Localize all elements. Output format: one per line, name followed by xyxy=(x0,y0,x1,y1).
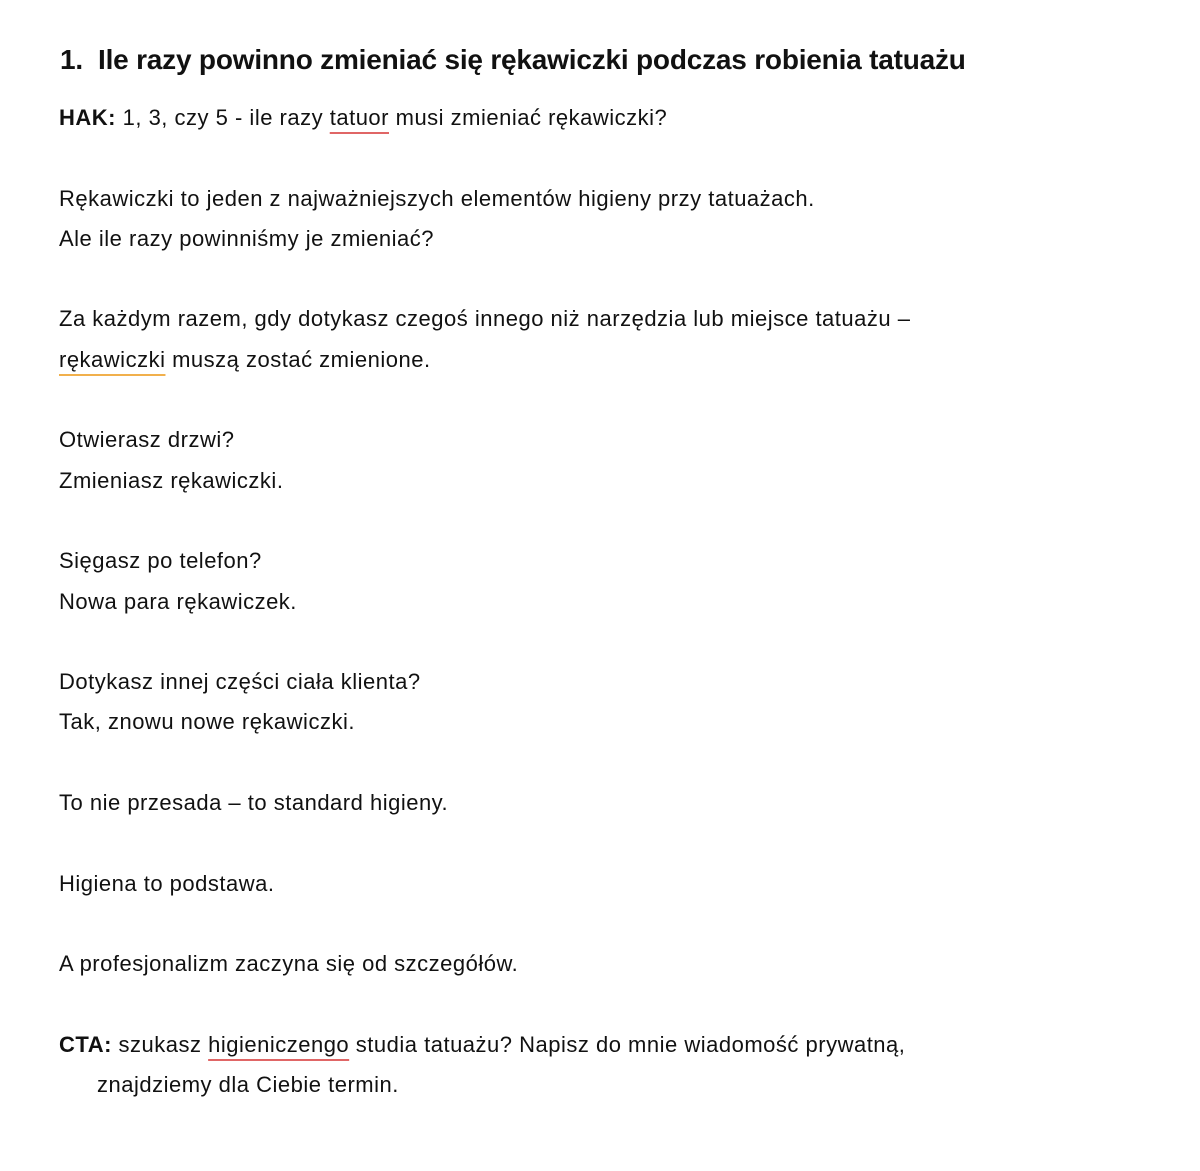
paragraph-line: A profesjonalizm zaczyna się od szczegółów. xyxy=(59,951,519,977)
paragraph-line: Rękawiczki to jeden z najważniejszych elementów higieny przy tatuażach. xyxy=(59,185,815,211)
cta-line-continued: znajdziemy dla Ciebie termin. xyxy=(97,1072,399,1098)
blank-line xyxy=(59,743,1159,783)
text: 1, 3, czy 5 - ile razy xyxy=(116,105,330,130)
blank-line xyxy=(59,904,1159,944)
spellcheck-flagged-word[interactable]: higieniczengo xyxy=(208,1031,350,1057)
paragraph-line: Zmieniasz rękawiczki. xyxy=(59,467,284,493)
heading-text: Ile razy powinno zmieniać się rękawiczki podczas robienia tatuażu xyxy=(98,44,966,75)
paragraph-line: Higiena to podstawa. xyxy=(59,870,275,896)
blank-line xyxy=(59,985,1159,1025)
document-body[interactable] xyxy=(59,98,1159,1105)
hook-line xyxy=(59,98,1159,138)
heading-number: 1. xyxy=(60,44,83,75)
spellcheck-flagged-word[interactable]: tatuor xyxy=(329,105,389,130)
blank-line xyxy=(59,259,1159,299)
paragraph-line: Sięgasz po telefon? xyxy=(59,548,262,574)
cta-line xyxy=(59,1025,1159,1065)
paragraph-line: Ale ile razy powinniśmy je zmieniać? xyxy=(59,225,435,251)
paragraph-line: Dotykasz innej części ciała klienta? xyxy=(59,669,421,695)
section-heading xyxy=(60,44,966,76)
grammar-flagged-word[interactable]: rękawiczki xyxy=(59,346,166,372)
paragraph-line: Otwierasz drzwi? xyxy=(59,427,235,453)
paragraph-line: To nie przesada – to standard higieny. xyxy=(59,790,449,816)
hook-label: HAK: xyxy=(59,105,116,130)
blank-line xyxy=(59,501,1159,541)
paragraph-line: Nowa para rękawiczek. xyxy=(59,588,297,614)
paragraph-line: Za każdym razem, gdy dotykasz czegoś innego niż narzędzia lub miejsce tatuażu – xyxy=(59,306,911,332)
cta-label: CTA: xyxy=(59,1031,112,1057)
blank-line xyxy=(59,823,1159,863)
text: studia tatuażu? Napisz do mnie wiadomość prywatną, xyxy=(349,1031,906,1057)
blank-line xyxy=(59,622,1159,662)
text: szukasz xyxy=(111,1031,209,1057)
paragraph-line: Tak, znowu nowe rękawiczki. xyxy=(59,709,355,735)
text: musi zmieniać rękawiczki? xyxy=(389,105,668,130)
blank-line xyxy=(59,138,1159,178)
blank-line xyxy=(59,380,1159,420)
paragraph-line xyxy=(59,340,1159,380)
text: muszą zostać zmienione. xyxy=(165,346,431,372)
